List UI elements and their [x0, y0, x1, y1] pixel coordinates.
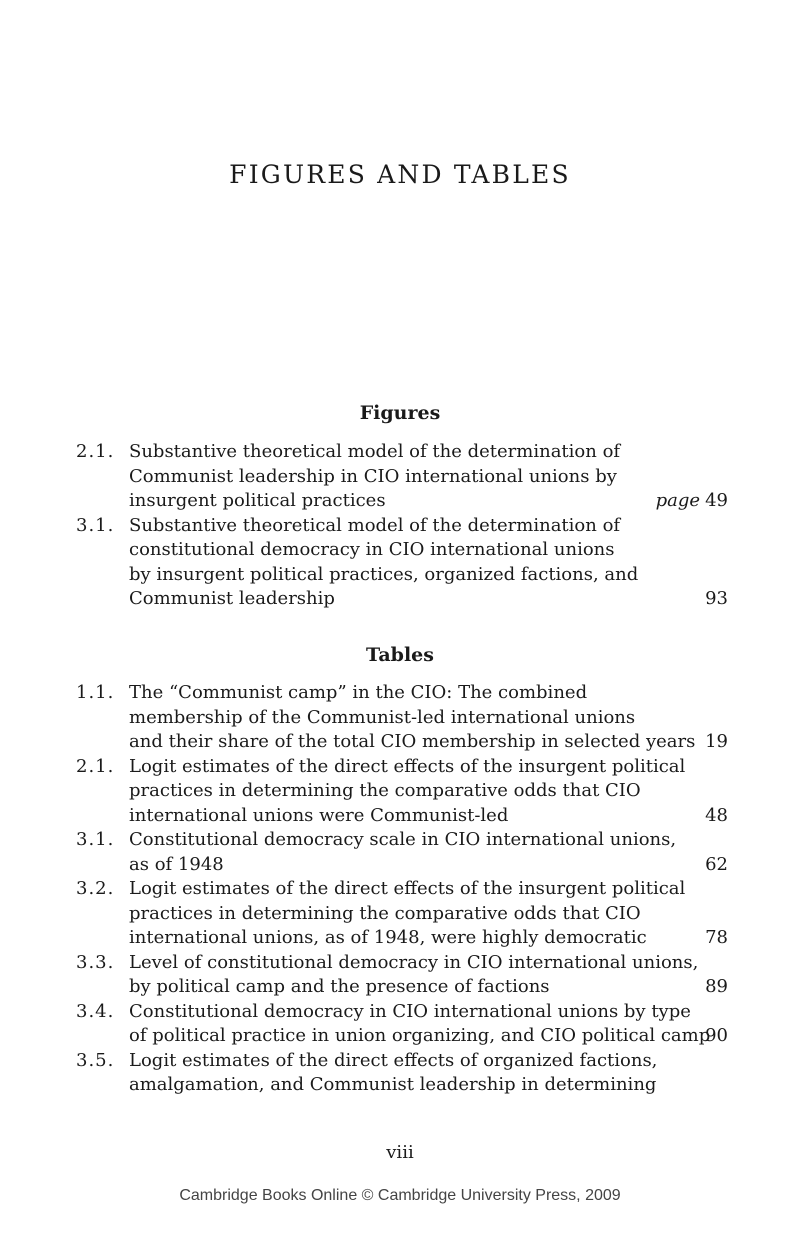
table-entry — [76, 681, 728, 755]
entry-title-line: Constitutional democracy in CIO international unions by type — [129, 1000, 691, 1022]
entry-title-line: by insurgent political practices, organized factions, and — [129, 563, 639, 585]
figures-heading: Figures — [359, 402, 441, 424]
entry-title-line: constitutional democracy in CIO international unions — [129, 539, 615, 560]
table-entry — [76, 1000, 728, 1049]
entry-number: 3.2. — [76, 878, 115, 899]
entry-page-ref — [705, 804, 728, 829]
entry-page-number: 90 — [705, 1025, 728, 1046]
entry-title-line: Level of constitutional democracy in CIO international unions, — [129, 951, 699, 973]
entry-page-number: 89 — [705, 976, 728, 997]
entry-page-number: 49 — [705, 490, 728, 511]
entry-title-line: international unions, as of 1948, were highly democratic — [129, 927, 647, 948]
entry-title-line: Communist leadership in CIO international unions by — [129, 465, 617, 487]
entry-title-line: Logit estimates of the direct effects of the insurgent political — [129, 878, 686, 899]
entry-page-number: 48 — [705, 804, 728, 826]
tables-heading: Tables — [366, 644, 434, 666]
entry-number: 3.3. — [76, 951, 115, 973]
entry-title-line: of political practice in union organizing, and CIO political camp — [129, 1025, 711, 1046]
entry-title-line: Logit estimates of the direct effects of the insurgent political — [129, 755, 686, 777]
entry-page-ref — [705, 975, 728, 1000]
table-entry — [76, 828, 728, 877]
entry-page-ref — [705, 730, 728, 755]
entry-page-ref — [705, 587, 728, 612]
page-label: page — [655, 490, 701, 511]
entry-page-number: 93 — [705, 588, 728, 609]
entry-number: 3.1. — [76, 829, 115, 850]
entry-title-line: amalgamation, and Communist leadership in determining — [129, 1074, 657, 1095]
table-entry — [76, 755, 728, 829]
entry-number: 1.1. — [76, 682, 115, 703]
entry-title-line: as of 1948 — [129, 853, 224, 875]
copyright-footer: Cambridge Books Online © Cambridge University Press, 2009 — [179, 1187, 621, 1204]
page-title: FIGURES AND TABLES — [229, 160, 571, 189]
entry-page-ref — [656, 489, 728, 514]
entry-title-line: international unions were Communist-led — [129, 804, 509, 826]
entry-number: 3.5. — [76, 1049, 115, 1071]
entry-page-ref — [705, 853, 728, 878]
entry-title-line: practices in determining the comparative odds that CIO — [129, 780, 641, 801]
entry-title-line: insurgent political practices — [129, 490, 386, 511]
entry-title-line: practices in determining the comparative odds that CIO — [129, 902, 641, 924]
entry-title-line: and their share of the total CIO membership in selected years — [129, 731, 696, 752]
table-entry — [76, 951, 728, 1000]
entry-page-number: 62 — [705, 853, 728, 875]
page-number: viii — [386, 1142, 414, 1163]
tables-list — [76, 681, 728, 1098]
entry-title-line: The “Communist camp” in the CIO: The combined — [129, 682, 588, 703]
entry-page-number: 78 — [705, 927, 728, 948]
entry-number: 3.4. — [76, 1000, 115, 1022]
table-entry — [76, 877, 728, 951]
entry-number: 2.1. — [76, 755, 115, 777]
entry-title-line: by political camp and the presence of factions — [129, 976, 550, 997]
figures-list — [76, 440, 728, 612]
figure-entry — [76, 440, 728, 514]
figure-entry — [76, 514, 728, 612]
entry-title-line: Substantive theoretical model of the determination of — [129, 441, 621, 462]
entry-title-line: membership of the Communist-led international unions — [129, 706, 636, 728]
entry-title-line: Substantive theoretical model of the determination of — [129, 514, 621, 536]
entry-title-line: Constitutional democracy scale in CIO international unions, — [129, 829, 677, 850]
entry-title-line: Communist leadership — [129, 588, 335, 609]
entry-page-ref — [705, 1024, 728, 1049]
entry-page-number: 19 — [705, 731, 728, 752]
table-entry — [76, 1049, 728, 1098]
entry-page-ref — [705, 926, 728, 951]
entry-title-line: Logit estimates of the direct effects of organized factions, — [129, 1049, 658, 1071]
entry-number: 3.1. — [76, 514, 115, 536]
entry-number: 2.1. — [76, 441, 115, 462]
